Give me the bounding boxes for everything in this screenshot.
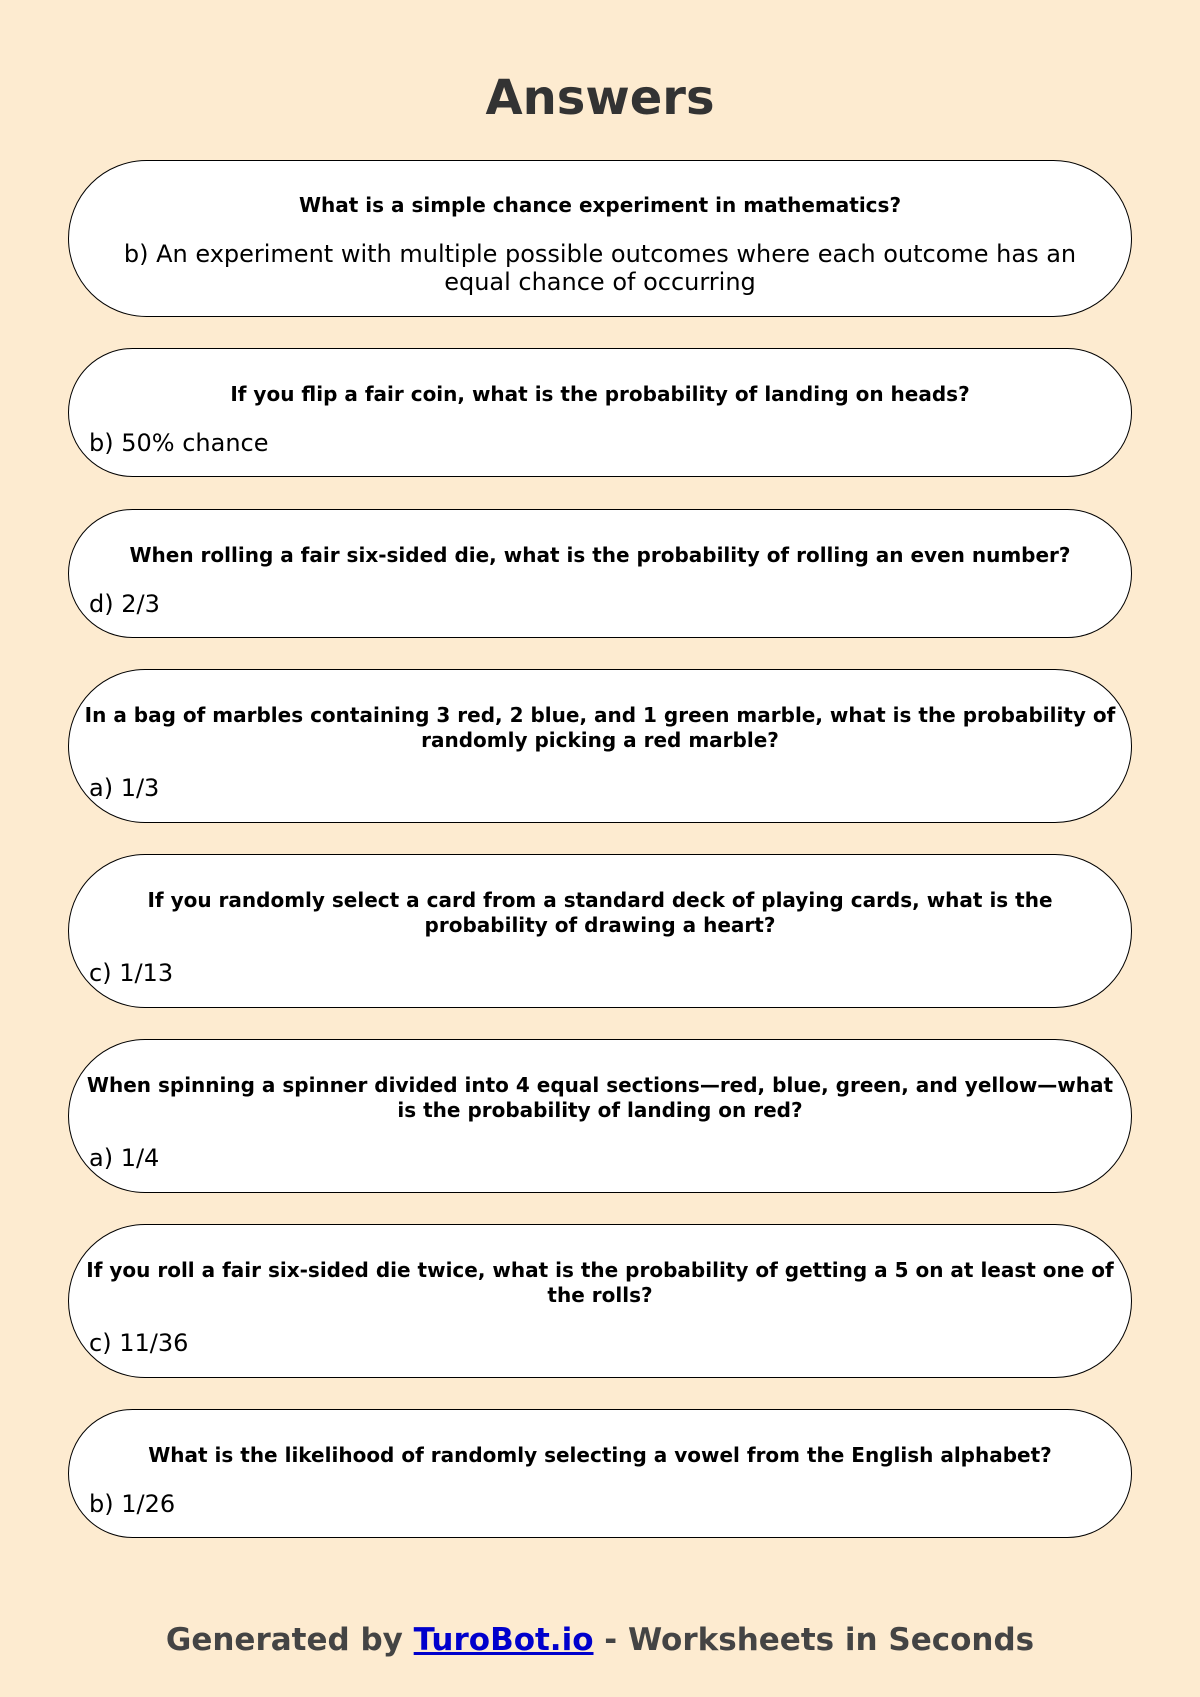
question-text: When spinning a spinner divided into 4 equal sections—red, blue, green, and yellow—what is the probability of landing on red? [86,1073,1114,1122]
answer-text: a) 1/4 [89,1144,160,1172]
question-text: When rolling a fair six-sided die, what is the probability of rolling an even number? [129,543,1071,567]
answer-card [68,509,1132,638]
answer-text: a) 1/3 [89,774,160,802]
answer-card [68,1039,1132,1193]
answer-text: b) 1/26 [89,1490,176,1518]
answer-card [68,1409,1132,1538]
page-title: Answers [485,70,715,126]
question-text: If you flip a fair coin, what is the probability of landing on heads? [230,382,970,406]
question-text: What is a simple chance experiment in mathematics? [298,193,902,217]
answer-card [68,160,1132,317]
answer-text: b) An experiment with multiple possible outcomes where each outcome has an equal chance of occurring [123,240,1077,296]
turobot-link[interactable]: TuroBot.io [413,1622,594,1658]
question-text: In a bag of marbles containing 3 red, 2 blue, and 1 green marble, what is the probability of randomly picking a red marble? [84,703,1116,752]
question-text: If you roll a fair six-sided die twice, what is the probability of getting a 5 on at least one of the rolls? [86,1258,1114,1307]
footer-prefix: Generated by [165,1622,414,1658]
answer-card [68,1224,1132,1378]
footer-suffix: - Worksheets in Seconds [593,1622,1035,1658]
answer-card [68,348,1132,477]
answer-text: c) 1/13 [89,959,174,987]
question-text: What is the likelihood of randomly selecting a vowel from the English alphabet? [148,1443,1052,1467]
answer-text: b) 50% chance [89,429,269,457]
answer-text: c) 11/36 [89,1329,189,1357]
answer-card [68,669,1132,823]
footer [0,1620,1200,1660]
answer-card [68,854,1132,1008]
answer-text: d) 2/3 [89,590,160,618]
question-text: If you randomly select a card from a standard deck of playing cards, what is the probability of drawing a heart? [147,888,1053,937]
